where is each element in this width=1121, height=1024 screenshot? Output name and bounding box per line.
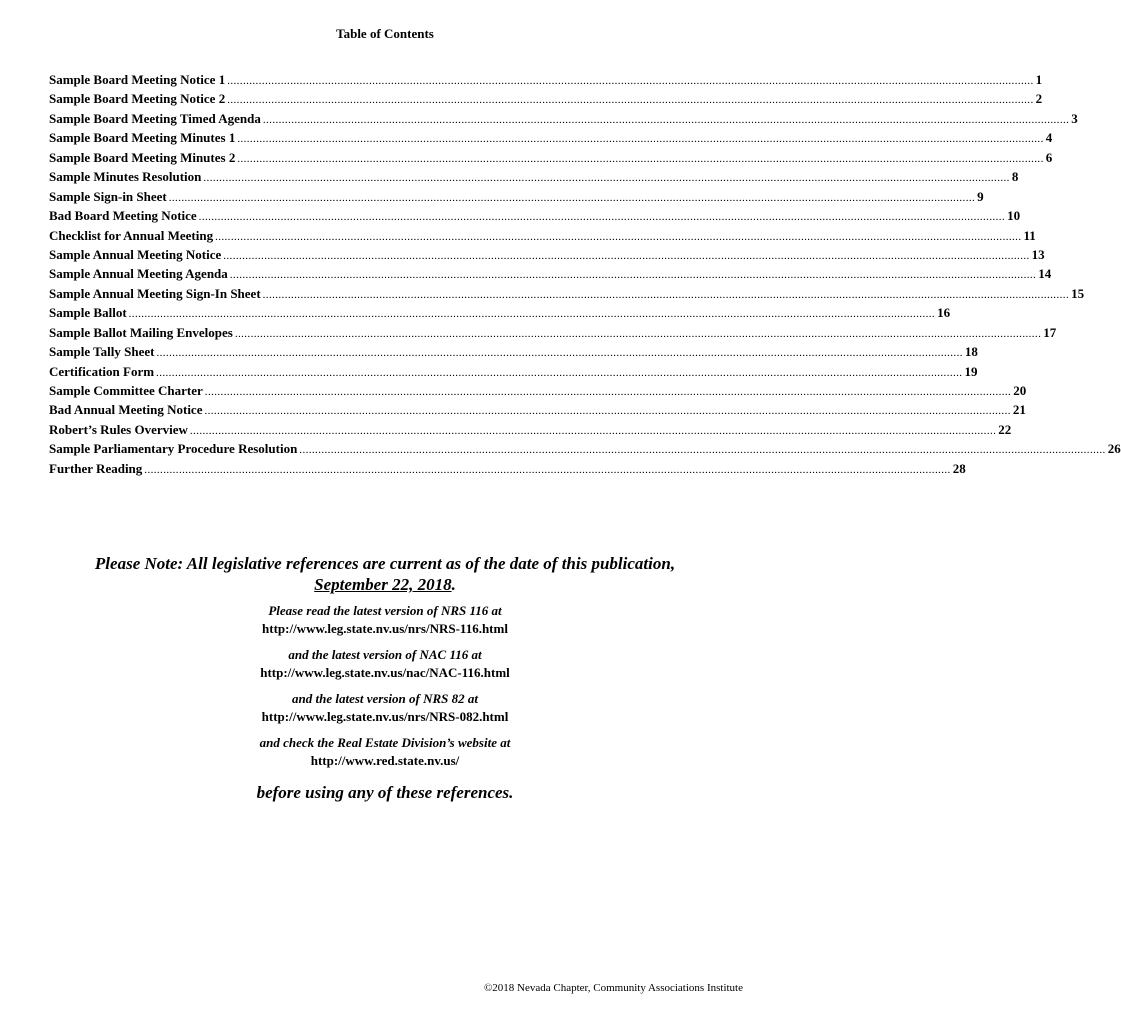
toc-entry bbox=[49, 167, 1019, 186]
note-date-suffix: . bbox=[451, 575, 456, 594]
toc-dot-leader: ................................................................................................................................................................................................................................................................ bbox=[198, 211, 1006, 224]
toc-entry bbox=[49, 89, 1043, 108]
toc-entry bbox=[49, 206, 1021, 225]
toc-dot-leader: ................................................................................................................................................................................................................................................................ bbox=[237, 133, 1044, 146]
toc-dot-leader: ................................................................................................................................................................................................................................................................ bbox=[227, 94, 1034, 107]
toc-dot-leader: ................................................................................................................................................................................................................................................................ bbox=[204, 405, 1011, 418]
toc-dot-leader: ................................................................................................................................................................................................................................................................ bbox=[204, 386, 1012, 398]
toc-entry bbox=[49, 109, 1078, 128]
toc-dot-leader: ................................................................................................................................................................................................................................................................ bbox=[262, 288, 1070, 301]
nrs82-url: http://www.leg.state.nv.us/nrs/NRS-082.html bbox=[261, 709, 509, 724]
toc-entry bbox=[49, 342, 978, 361]
toc-dot-leader: ................................................................................................................................................................................................................................................................ bbox=[128, 308, 936, 321]
toc-entry-page: 20 bbox=[1013, 383, 1027, 398]
toc-entry-label: Sample Board Meeting Minutes 1 bbox=[49, 130, 236, 146]
toc-entry-page: 16 bbox=[937, 305, 951, 321]
toc-dot-leader: ................................................................................................................................................................................................................................................................ bbox=[156, 366, 963, 379]
toc-entry-page: 1 bbox=[1035, 72, 1043, 87]
toc-dot-leader: ................................................................................................................................................................................................................................................................ bbox=[215, 230, 1022, 243]
toc-dot-leader: ................................................................................................................................................................................................................................................................ bbox=[203, 172, 1010, 185]
note-main: Please Note: All legislative references are current as of the date of this publication, bbox=[94, 554, 676, 573]
toc-entry-page: 21 bbox=[1012, 402, 1026, 418]
toc-entry-label: Sample Committee Charter bbox=[49, 383, 203, 398]
toc-entry bbox=[49, 284, 1085, 303]
toc-entry-page: 18 bbox=[964, 344, 978, 360]
nrs116-url: http://www.leg.state.nv.us/nrs/NRS-116.html bbox=[262, 621, 508, 636]
nac116-block bbox=[0, 646, 770, 682]
toc-entry-page: 17 bbox=[1043, 324, 1057, 340]
toc-entry-page: 14 bbox=[1038, 266, 1052, 282]
toc-entry-page: 15 bbox=[1071, 285, 1085, 301]
toc-entry bbox=[49, 128, 1053, 147]
toc-entry bbox=[49, 245, 1045, 264]
toc-entry-label: Sample Ballot bbox=[49, 305, 127, 321]
toc-entry bbox=[49, 187, 984, 206]
toc-entry-label: Sample Annual Meeting Agenda bbox=[49, 266, 228, 282]
toc-dot-leader: ................................................................................................................................................................................................................................................................ bbox=[227, 75, 1034, 87]
toc-entry-page: 11 bbox=[1023, 227, 1036, 243]
toc-title: Table of Contents bbox=[336, 26, 434, 41]
toc-dot-leader: ................................................................................................................................................................................................................................................................ bbox=[168, 191, 976, 204]
toc-entry-label: Sample Board Meeting Notice 2 bbox=[49, 91, 226, 107]
note-date: September 22, 2018 bbox=[314, 575, 452, 594]
toc-entry-label: Sample Sign-in Sheet bbox=[49, 188, 167, 204]
toc-entry bbox=[49, 148, 1053, 167]
toc-entry-label: Sample Tally Sheet bbox=[49, 344, 155, 360]
toc-dot-leader: ................................................................................................................................................................................................................................................................ bbox=[156, 347, 963, 360]
toc-entry-page: 8 bbox=[1011, 169, 1019, 185]
toc-dot-leader: ................................................................................................................................................................................................................................................................ bbox=[237, 152, 1044, 165]
toc-entry-page: 26 bbox=[1107, 441, 1121, 457]
nrs82-block bbox=[0, 690, 770, 726]
toc-entry-page: 10 bbox=[1007, 208, 1021, 224]
toc-dot-leader: ................................................................................................................................................................................................................................................................ bbox=[229, 269, 1037, 282]
toc-entry-page: 2 bbox=[1035, 91, 1043, 107]
toc-entry bbox=[49, 381, 1027, 400]
toc-entry-page: 19 bbox=[964, 363, 978, 379]
red-url: http://www.red.state.nv.us/ bbox=[310, 753, 460, 768]
red-text: and check the Real Estate Division’s website at bbox=[259, 735, 511, 750]
toc-entry bbox=[49, 264, 1052, 283]
toc-entry bbox=[49, 420, 1012, 439]
toc-entry-label: Sample Parliamentary Procedure Resolution bbox=[49, 441, 298, 457]
toc-entry-page: 13 bbox=[1031, 246, 1045, 262]
toc-dot-leader: ................................................................................................................................................................................................................................................................ bbox=[144, 463, 951, 476]
toc-entry bbox=[49, 226, 1036, 245]
toc-entry-label: Further Reading bbox=[49, 460, 143, 476]
toc-entry-label: Sample Annual Meeting Notice bbox=[49, 246, 222, 262]
toc-entry bbox=[49, 323, 1057, 342]
toc-entry-label: Sample Ballot Mailing Envelopes bbox=[49, 324, 233, 340]
nac116-text: and the latest version of NAC 116 at bbox=[288, 647, 482, 662]
toc-entry-page: 28 bbox=[952, 460, 966, 476]
toc-entry-page: 6 bbox=[1045, 149, 1053, 165]
toc-entry-label: Checklist for Annual Meeting bbox=[49, 227, 214, 243]
toc-entry-page: 9 bbox=[977, 188, 984, 204]
toc-dot-leader: ................................................................................................................................................................................................................................................................ bbox=[189, 424, 997, 437]
toc-entry bbox=[49, 70, 1043, 89]
toc-entry bbox=[49, 400, 1026, 419]
toc-entry bbox=[49, 303, 951, 322]
toc-entry bbox=[49, 362, 978, 381]
toc-entry-page: 3 bbox=[1071, 110, 1078, 126]
note-date-line bbox=[0, 574, 770, 595]
toc-entry-label: Bad Board Meeting Notice bbox=[49, 208, 197, 224]
red-block bbox=[0, 734, 770, 770]
toc-entry-page: 4 bbox=[1045, 130, 1053, 146]
nac116-url: http://www.leg.state.nv.us/nac/NAC-116.html bbox=[260, 665, 510, 680]
toc-entry-label: Sample Annual Meeting Sign-In Sheet bbox=[49, 285, 261, 301]
nrs82-text: and the latest version of NRS 82 at bbox=[292, 691, 478, 706]
toc-entry bbox=[49, 459, 966, 478]
toc-entry-label: Sample Board Meeting Timed Agenda bbox=[49, 110, 261, 126]
toc-entry bbox=[49, 439, 1121, 458]
toc-dot-leader: ................................................................................................................................................................................................................................................................ bbox=[299, 444, 1106, 457]
toc-list bbox=[49, 70, 1121, 478]
toc-entry-label: Sample Board Meeting Notice 1 bbox=[49, 72, 226, 87]
legislative-note bbox=[0, 553, 770, 804]
toc-entry-label: Sample Board Meeting Minutes 2 bbox=[49, 149, 236, 165]
toc-entry-page: 22 bbox=[998, 421, 1012, 437]
nrs116-text: Please read the latest version of NRS 116 at bbox=[268, 603, 502, 618]
toc-entry-label: Sample Minutes Resolution bbox=[49, 169, 202, 185]
toc-entry-label: Bad Annual Meeting Notice bbox=[49, 402, 203, 418]
toc-dot-leader: ................................................................................................................................................................................................................................................................ bbox=[262, 113, 1070, 126]
toc-entry-label: Robert’s Rules Overview bbox=[49, 421, 188, 437]
copyright-footer: ©2018 Nevada Chapter, Community Associations Institute bbox=[483, 982, 743, 994]
toc-dot-leader: ................................................................................................................................................................................................................................................................ bbox=[223, 249, 1030, 262]
toc-dot-leader: ................................................................................................................................................................................................................................................................ bbox=[234, 327, 1042, 340]
nrs116-block bbox=[0, 602, 770, 638]
toc-entry-label: Certification Form bbox=[49, 363, 155, 379]
note-final: before using any of these references. bbox=[256, 783, 514, 802]
